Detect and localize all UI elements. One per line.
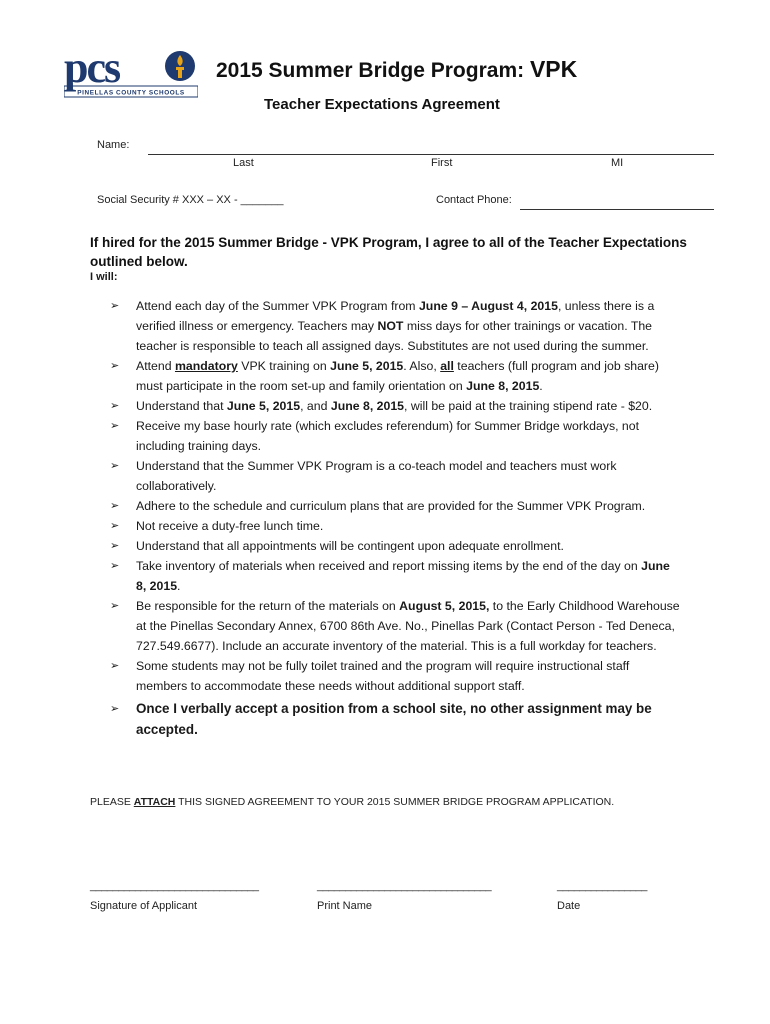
- arrow-bullet-icon: ➢: [110, 460, 120, 472]
- svg-text:pcs: pcs: [64, 46, 120, 92]
- arrow-bullet-icon: ➢: [110, 600, 120, 612]
- attach-word: ATTACH: [133, 796, 176, 808]
- name-field-line[interactable]: [148, 154, 714, 155]
- attach-before: PLEASE: [90, 796, 134, 808]
- expectation-item: [110, 556, 682, 596]
- date-line[interactable]: ________________: [557, 880, 647, 892]
- expectation-text: .: [539, 379, 543, 393]
- expectation-text: June 9 – August 4, 2015: [418, 299, 558, 313]
- expectation-text: , and: [300, 399, 331, 413]
- expectation-text: mandatory: [174, 359, 238, 373]
- expectation-text: June 8, 2015: [136, 559, 670, 593]
- expectations-list: [110, 296, 682, 740]
- expectation-text: June 8, 2015: [330, 399, 405, 413]
- expectation-text: , will be paid at the training stipend rate - $20.: [404, 399, 653, 413]
- expectation-item: [110, 496, 682, 516]
- expectation-item: [110, 536, 682, 556]
- first-name-label: First: [431, 157, 453, 169]
- expectation-text: , unless there is a verified illness or emergency. Teachers may: [136, 299, 655, 333]
- svg-text:PINELLAS COUNTY SCHOOLS: PINELLAS COUNTY SCHOOLS: [77, 89, 185, 97]
- attach-instruction: [90, 796, 614, 808]
- expectation-text: June 5, 2015: [226, 399, 301, 413]
- expectation-text: to the Early Childhood Warehouse at the Pinellas Secondary Annex, 6700 86th Ave. No., Pinellas Park (Contact Person - Ted Deneca, 727.549.6677). Include an accurate inventory of the material. This is a full workday for teachers.: [136, 599, 680, 653]
- attach-after: THIS SIGNED AGREEMENT TO YOUR 2015 SUMMER BRIDGE PROGRAM APPLICATION.: [175, 796, 615, 808]
- ssn-label: Social Security # XXX – XX - _______: [97, 194, 284, 206]
- expectation-text: Be responsible for the return of the materials on: [136, 599, 400, 613]
- expectation-text: .: [194, 722, 198, 737]
- expectation-text: Attend: [136, 359, 175, 373]
- print-name-line[interactable]: _______________________________: [317, 880, 492, 892]
- arrow-bullet-icon: ➢: [110, 520, 120, 532]
- print-name-label: Print Name: [317, 900, 373, 912]
- expectation-item: [110, 416, 682, 456]
- arrow-bullet-icon: ➢: [110, 400, 120, 412]
- arrow-bullet-icon: ➢: [110, 420, 120, 432]
- arrow-bullet-icon: ➢: [110, 660, 120, 672]
- contact-phone-label: Contact Phone:: [436, 194, 512, 206]
- arrow-bullet-icon: ➢: [110, 500, 120, 512]
- expectation-item: [110, 516, 682, 536]
- expectation-text: Receive my base hourly rate (which excludes referendum) for Summer Bridge workdays, not including training days.: [136, 419, 640, 453]
- page-title: [216, 56, 577, 83]
- expectation-text: VPK training on: [237, 359, 331, 373]
- middle-initial-label: MI: [611, 157, 624, 169]
- expectation-text: Understand that all appointments will be contingent upon adequate enrollment.: [136, 539, 564, 553]
- expectation-item: [110, 456, 682, 496]
- expectation-item: [110, 396, 682, 416]
- pcs-logo: [64, 46, 198, 98]
- contact-phone-field-line[interactable]: [520, 209, 714, 210]
- expectation-text: Take inventory of materials when received and report missing items by the end of the day on: [136, 559, 642, 573]
- arrow-bullet-icon: ➢: [110, 703, 120, 715]
- page-subtitle: Teacher Expectations Agreement: [264, 96, 500, 113]
- pcs-logo-graphic: [64, 46, 198, 98]
- expectation-text: NOT: [377, 319, 404, 333]
- title-vpk: VPK: [529, 56, 578, 82]
- expectation-text: Adhere to the schedule and curriculum plans that are provided for the Summer VPK Program.: [136, 499, 646, 513]
- arrow-bullet-icon: ➢: [110, 540, 120, 552]
- name-label: Name:: [97, 139, 130, 151]
- arrow-bullet-icon: ➢: [110, 560, 120, 572]
- expectation-text: Attend each day of the Summer VPK Program from: [136, 299, 419, 313]
- expectation-text: teachers (full program and job share) must participate in the room set-up and family orientation on: [136, 359, 659, 393]
- last-name-label: Last: [233, 157, 254, 169]
- expectation-text: .: [177, 579, 181, 593]
- expectation-text: Understand that the Summer VPK Program is a co-teach model and teachers must work collaboratively.: [136, 459, 617, 493]
- expectation-text: . Also,: [403, 359, 441, 373]
- expectation-text: Once I verbally accept a position from a school site, no other assignment may be accepted: [136, 701, 652, 737]
- title-main: 2015 Summer Bridge Program:: [216, 59, 530, 82]
- expectation-item: [110, 596, 682, 656]
- expectation-text: August 5, 2015,: [399, 599, 490, 613]
- expectation-text: Understand that: [136, 399, 227, 413]
- expectation-item: [110, 698, 682, 740]
- expectation-text: Some students may not be fully toilet trained and the program will require instructional staff members to accommodate these needs without additional support staff.: [136, 659, 630, 693]
- expectation-text: Not receive a duty-free lunch time.: [136, 519, 324, 533]
- arrow-bullet-icon: ➢: [110, 300, 120, 312]
- arrow-bullet-icon: ➢: [110, 360, 120, 372]
- agreement-heading: If hired for the 2015 Summer Bridge - VPK Program, I agree to all of the Teacher Expectations outlined below.: [90, 235, 687, 269]
- expectation-text: June 5, 2015: [330, 359, 404, 373]
- expectation-text: miss days for other trainings or vacation. The teacher is responsible to teach all assigned days. Substitutes are not used during the summer.: [136, 319, 653, 353]
- expectation-item: [110, 356, 682, 396]
- expectation-text: June 8, 2015: [466, 379, 540, 393]
- i-will-label: I will:: [90, 271, 118, 283]
- expectation-item: [110, 656, 682, 696]
- signature-line[interactable]: ______________________________: [90, 880, 259, 892]
- signature-label: Signature of Applicant: [90, 900, 198, 912]
- expectation-text: all: [440, 359, 454, 373]
- expectation-item: [110, 296, 682, 356]
- date-label: Date: [557, 900, 581, 912]
